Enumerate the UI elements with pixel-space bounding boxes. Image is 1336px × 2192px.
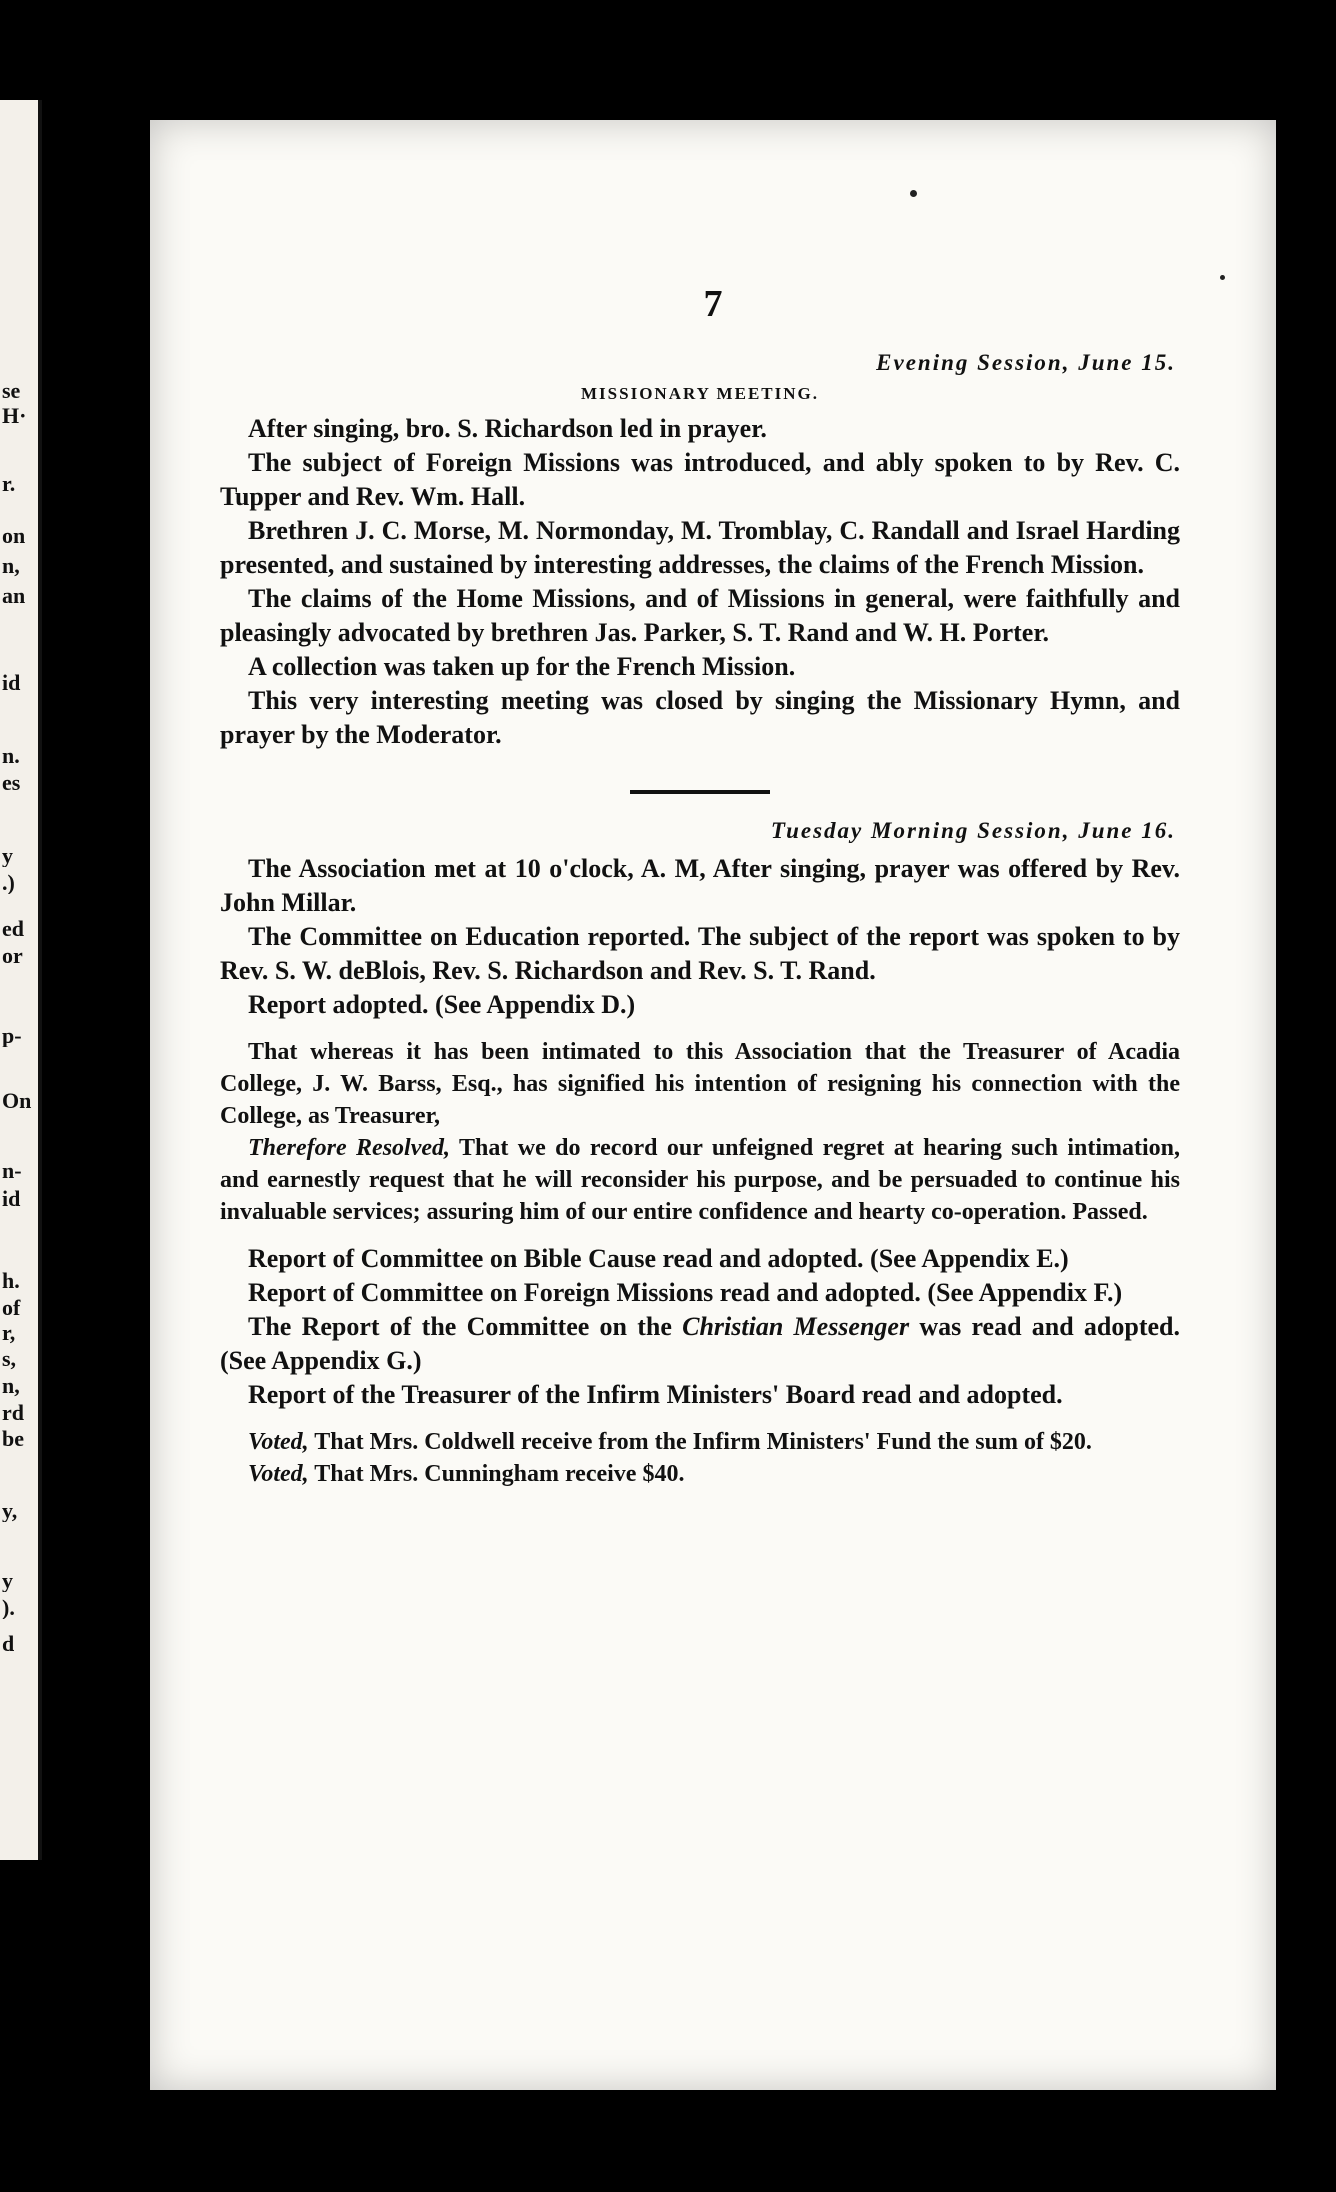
page-content <box>220 350 1180 1490</box>
margin-fragment: d <box>2 1633 15 1655</box>
voted-label: Voted, <box>248 1429 309 1455</box>
margin-fragment: On <box>2 1090 32 1112</box>
paragraph: A collection was taken up for the French Mission. <box>248 652 796 681</box>
section-divider <box>630 790 770 794</box>
margin-fragment: ). <box>2 1597 15 1619</box>
margin-fragment: y, <box>2 1500 18 1522</box>
margin-fragment: se <box>2 380 21 402</box>
margin-fragment: es <box>2 772 21 794</box>
voted-paragraph <box>220 1458 1180 1490</box>
margin-fragment: p- <box>2 1025 22 1047</box>
paragraph: Report of Committee on Bible Cause read and adopted. (See Appendix E.) <box>248 1244 1069 1273</box>
page-number: 7 <box>703 283 723 325</box>
paragraph: That whereas it has been intimated to this Association that the Treasurer of Acadia College, J. W. Barss, Esq., has signified his intention of resigning his connection with the College, as Treasurer, <box>220 1039 1180 1129</box>
margin-fragment: of <box>2 1297 21 1319</box>
text-run: The Report of the Committee on the <box>248 1312 683 1341</box>
margin-fragment: n, <box>2 1375 20 1397</box>
missionary-meeting-title: MISSIONARY MEETING. <box>581 384 819 403</box>
evening-session-heading: Evening Session, June 15. <box>876 350 1176 375</box>
paragraph: The claims of the Home Missions, and of Missions in general, were faithfully and pleasingly advocated by brethren Jas. Parker, S. T. Rand and W. H. Porter. <box>220 584 1180 647</box>
margin-fragment: rd <box>2 1402 24 1424</box>
publication-title: Christian Messenger <box>682 1312 910 1341</box>
tuesday-session-heading: Tuesday Morning Session, June 16. <box>770 818 1176 843</box>
margin-fragment: r. <box>2 473 16 495</box>
paragraph: This very interesting meeting was closed by singing the Missionary Hymn, and prayer by the Moderator. <box>220 686 1180 749</box>
margin-fragment: or <box>2 945 23 967</box>
margin-fragment: n. <box>2 745 20 767</box>
margin-fragment: h. <box>2 1270 20 1292</box>
voted-paragraph <box>220 1426 1180 1458</box>
margin-fragment: s, <box>2 1348 17 1370</box>
ink-speck <box>1220 275 1225 280</box>
paragraph: Report adopted. (See Appendix D.) <box>248 990 636 1019</box>
paragraph: After singing, bro. S. Richardson led in prayer. <box>248 414 767 443</box>
paragraph: The Committee on Education reported. The subject of the report was spoken to by Rev. S. W. deBlois, Rev. S. Richardson and Rev. S. T. Rand. <box>220 922 1180 985</box>
paragraph: The subject of Foreign Missions was introduced, and ably spoken to by Rev. C. Tupper and Rev. Wm. Hall. <box>220 448 1180 511</box>
voted-text: That Mrs. Coldwell receive from the Infirm Ministers' Fund the sum of $20. <box>308 1429 1092 1455</box>
margin-fragment: be <box>2 1428 24 1450</box>
margin-fragment: ed <box>2 918 24 940</box>
margin-fragment: r, <box>2 1322 16 1344</box>
resolved-label: Therefore Resolved, <box>248 1135 451 1161</box>
document-page <box>150 120 1276 2090</box>
paragraph: Brethren J. C. Morse, M. Normonday, M. Tromblay, C. Randall and Israel Harding presented, and sustained by interesting addresses, the claims of the French Mission. <box>220 516 1180 579</box>
spacer <box>220 1412 1180 1426</box>
margin-fragment: id <box>2 672 21 694</box>
voted-label: Voted, <box>248 1461 309 1487</box>
margin-fragment: .) <box>2 872 15 894</box>
paragraph: Report of Committee on Foreign Missions read and adopted. (See Appendix F.) <box>248 1278 1123 1307</box>
margin-fragment: y <box>2 845 13 867</box>
text-run: was read and adopted. (See Appendix G.) <box>220 1312 1180 1375</box>
spacer <box>220 1228 1180 1242</box>
paragraph: Report of the Treasurer of the Infirm Ministers' Board read and adopted. <box>248 1380 1063 1409</box>
voted-text: That Mrs. Cunningham receive $40. <box>308 1461 685 1487</box>
paragraph <box>220 1310 1180 1378</box>
margin-fragment: H· <box>2 405 27 427</box>
margin-fragment: an <box>2 585 26 607</box>
margin-fragment: n- <box>2 1160 22 1182</box>
resolution-paragraph <box>220 1132 1180 1228</box>
margin-fragment: on <box>2 525 26 547</box>
previous-page-edge <box>0 100 42 1860</box>
resolution-text: That we do record our unfeigned regret at hearing such intimation, and earnestly request that he will reconsider his purpose, and be persuaded to continue his invaluable services; assuring him of our entire confidence and hearty co-operation. Passed. <box>220 1135 1181 1225</box>
margin-fragment: n, <box>2 555 20 577</box>
spacer <box>220 1022 1180 1036</box>
paragraph: The Association met at 10 o'clock, A. M, After singing, prayer was offered by Rev. John Millar. <box>220 854 1180 917</box>
ink-speck <box>910 190 917 197</box>
margin-fragment: id <box>2 1188 21 1210</box>
margin-fragment: y <box>2 1570 13 1592</box>
